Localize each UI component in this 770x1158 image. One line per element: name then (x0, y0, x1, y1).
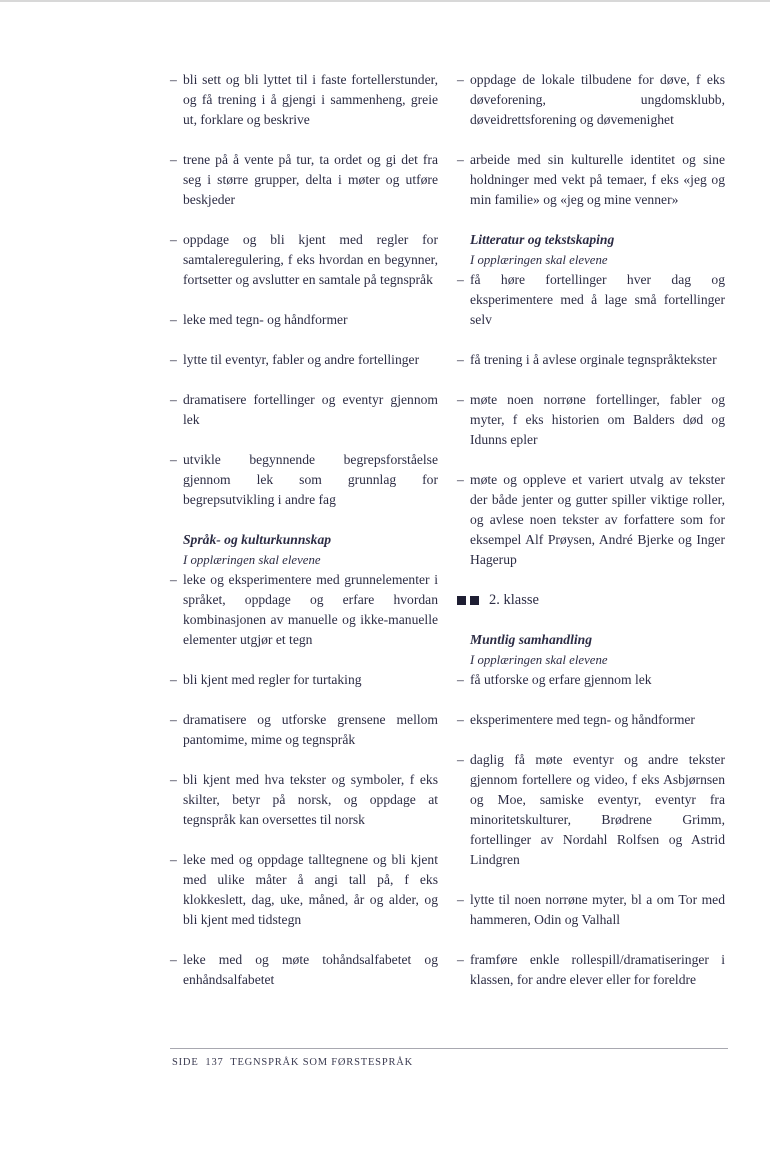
section-subheading: I opplæringen skal elevene (470, 253, 608, 267)
list-item: – leke og eksperimentere med grunnelementer i språket, oppdage og erfare hvordan kombinasjonen av manuelle og ikke-manuelle elementer utgjør et tegn (170, 570, 438, 650)
section-heading: Muntlig samhandling (470, 632, 593, 647)
list-item: – få utforske og erfare gjennom lek (457, 670, 725, 690)
square-bullet-icon (457, 596, 466, 605)
footer-side-label: SIDE (172, 1057, 199, 1068)
footer-running-title: TEGNSPRÅK SOM FØRSTESPRÅK (230, 1057, 414, 1068)
list-item: – oppdage og bli kjent med regler for samtaleregulering, f eks hvordan en begynner, fortsetter og avslutter en samtale på tegnspråk (170, 230, 438, 290)
footer-divider (170, 1048, 728, 1049)
list-item: – eksperimentere med tegn- og håndformer (457, 710, 725, 730)
footer-page-number: 137 (205, 1057, 224, 1068)
list-item: – oppdage de lokale tilbudene for døve, f eks døveforening, ungdomsklubb, døveidrettsforening og døvemenighet (457, 70, 725, 130)
list-item: – bli kjent med hva tekster og symboler, f eks skilter, betyr på norsk, og oppdage at tegnspråk kan oversettes til norsk (170, 770, 438, 830)
square-bullet-icon (470, 596, 479, 605)
list-item: – bli sett og bli lyttet til i faste fortellerstunder, og få trening i å gjengi i sammenheng, greie ut, forklare og beskrive (170, 70, 438, 130)
page-footer (172, 1057, 413, 1068)
list-item: – bli kjent med regler for turtaking (170, 670, 438, 690)
list-item: – dramatisere fortellinger og eventyr gjennom lek (170, 390, 438, 430)
list-item: – arbeide med sin kulturelle identitet og sine holdninger med vekt på temaer, f eks «jeg og min familie» og «jeg og mine venner» (457, 150, 725, 210)
left-column (170, 70, 438, 990)
list-item: – framføre enkle rollespill/dramatiseringer i klassen, for andre elever eller for foreldre (457, 950, 725, 990)
list-item: – møte noen norrøne fortellinger, fabler og myter, f eks historien om Balders død og Idunns epler (457, 390, 725, 450)
right-column (457, 70, 725, 990)
section-subheading: I opplæringen skal elevene (183, 553, 321, 567)
list-item: – leke med og oppdage talltegnene og bli kjent med ulike måter å angi tall på, f eks klokkeslett, dag, uke, måned, år og alder, og bli kjent med tidstegn (170, 850, 438, 930)
list-item: – daglig få møte eventyr og andre tekster gjennom fortellere og video, f eks Asbjørnsen og Moe, samiske eventyr, eventyr fra minoritetskulturer, Brødrene Grimm, fortellinger av Nordahl Rolfsen og Astrid Lindgren (457, 750, 725, 870)
list-item: – dramatisere og utforske grensene mellom pantomime, mime og tegnspråk (170, 710, 438, 750)
grade-heading-label: 2. klasse (489, 592, 539, 608)
list-item: – leke med og møte tohåndsalfabetet og enhåndsalfabetet (170, 950, 438, 990)
section-subheading: I opplæringen skal elevene (470, 653, 608, 667)
list-item: – lytte til eventyr, fabler og andre fortellinger (170, 350, 438, 370)
section-heading: Språk- og kulturkunnskap (183, 532, 332, 547)
list-item: – få trening i å avlese orginale tegnspråktekster (457, 350, 725, 370)
grade-heading (457, 590, 725, 610)
list-item: – leke med tegn- og håndformer (170, 310, 438, 330)
list-item: – trene på å vente på tur, ta ordet og gi det fra seg i større grupper, delta i møter og utføre beskjeder (170, 150, 438, 210)
section-heading: Litteratur og tekstskaping (470, 232, 615, 247)
list-item: – lytte til noen norrøne myter, bl a om Tor med hammeren, Odin og Valhall (457, 890, 725, 930)
list-item: – møte og oppleve et variert utvalg av tekster der både jenter og gutter spiller viktige roller, og avlese noen tekster av forfattere som for eksempel Alf Prøysen, André Bjerke og Inger Hagerup (457, 470, 725, 570)
list-item: – utvikle begynnende begrepsforståelse gjennom lek som grunnlag for begrepsutvikling i andre fag (170, 450, 438, 510)
list-item: – få høre fortellinger hver dag og eksperimentere med å lage små fortellinger selv (457, 270, 725, 330)
top-edge-line (0, 0, 770, 2)
